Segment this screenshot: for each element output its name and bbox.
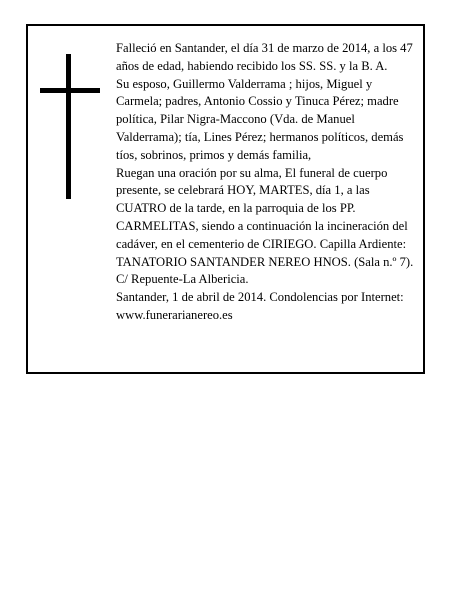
- notice-text: [116, 40, 421, 325]
- funeral-details: Ruegan una oración por su alma, El funeral de cuerpo presente, se celebrará HOY, MARTES, día 1, a las CUATRO de la tarde, en la parroquia de los PP. CARMELITAS, siendo a continuación la incineración del cadáver, en el cementerio de CIRIEGO. Capilla Ardiente: TANATORIO SANTANDER NEREO HNOS. (Sala n.º 7). C/ Repuente-La Albericia.: [116, 165, 414, 287]
- cross-vertical-bar: [66, 54, 71, 199]
- death-announcement: Falleció en Santander, el día 31 de marzo de 2014, a los 47 años de edad, habiendo recibido los SS. SS. y la B. A.: [116, 41, 413, 73]
- date-and-condolences: Santander, 1 de abril de 2014. Condolencias por Internet: www.funerarianereo.es: [116, 290, 404, 322]
- cross-horizontal-bar: [40, 88, 100, 93]
- obituary-notice: [26, 24, 425, 374]
- cross-icon: [40, 54, 100, 199]
- family-list: Su esposo, Guillermo Valderrama ; hijos, Miguel y Carmela; padres, Antonio Cossio y Tinuca Pérez; madre política, Pilar Nigra-Maccono (Vda. de Manuel Valderrama); tía, Lines Pérez; hermanos políticos, demás tíos, sobrinos, primos y demás familia,: [116, 76, 404, 162]
